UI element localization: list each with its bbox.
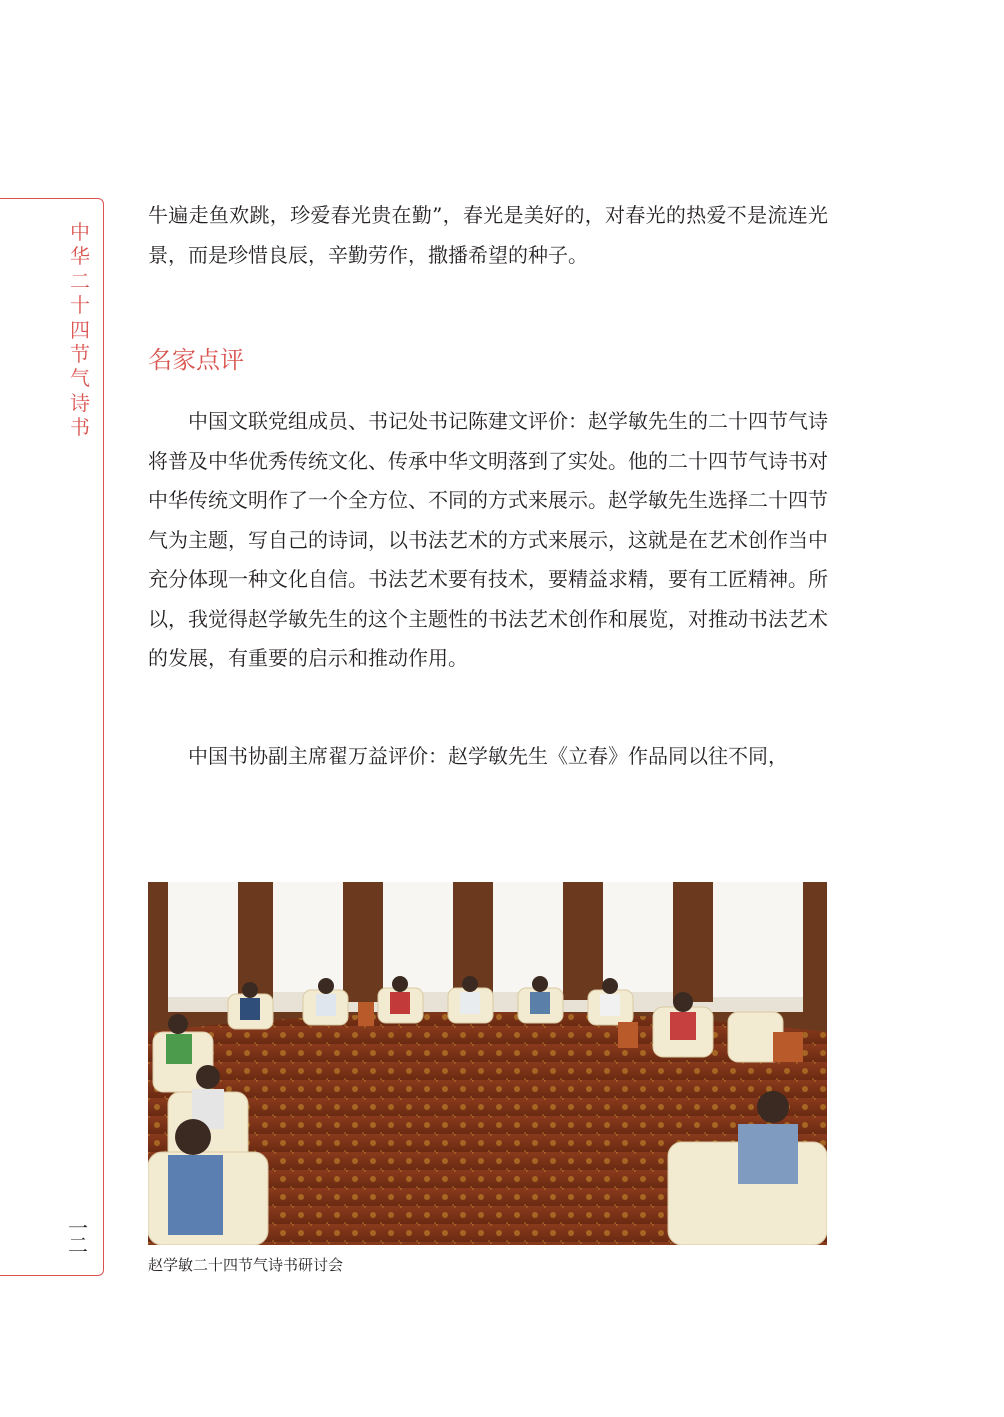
section-heading: 名家点评 — [148, 346, 244, 374]
seminar-photo — [148, 882, 827, 1245]
photo-caption: 赵学敏二十四节气诗书研讨会 — [148, 1256, 344, 1274]
review-paragraph-chen: 中国文联党组成员、书记处书记陈建文评价：赵学敏先生的二十四节气诗将普及中华优秀传统文化、传承中华文明落到了实处。他的二十四节气诗书对中华传统文明作了一个全方位、不同的方式来展示。赵学敏先生选择二十四节气为主题，写自己的诗词，以书法艺术的方式来展示，这就是在艺术创作当中充分体现一种文化自信。书法艺术要有技术，要精益求精，要有工匠精神。所以，我觉得赵学敏先生的这个主题性的书法艺术创作和展览，对推动书法艺术的发展，有重要的启示和推动作用。 — [148, 409, 828, 670]
page-number: 一二 — [68, 1216, 88, 1257]
book-title: 中华二十四节气诗书 — [70, 220, 90, 440]
review-paragraph-zhai: 中国书协副主席翟万益评价：赵学敏先生《立春》作品同以往不同， — [188, 744, 788, 768]
intro-paragraph: 牛遍走鱼欢跳，珍爱春光贵在勤”，春光是美好的，对春光的热爱不是流连光景，而是珍惜良辰，辛勤劳作，撒播希望的种子。 — [148, 203, 828, 267]
